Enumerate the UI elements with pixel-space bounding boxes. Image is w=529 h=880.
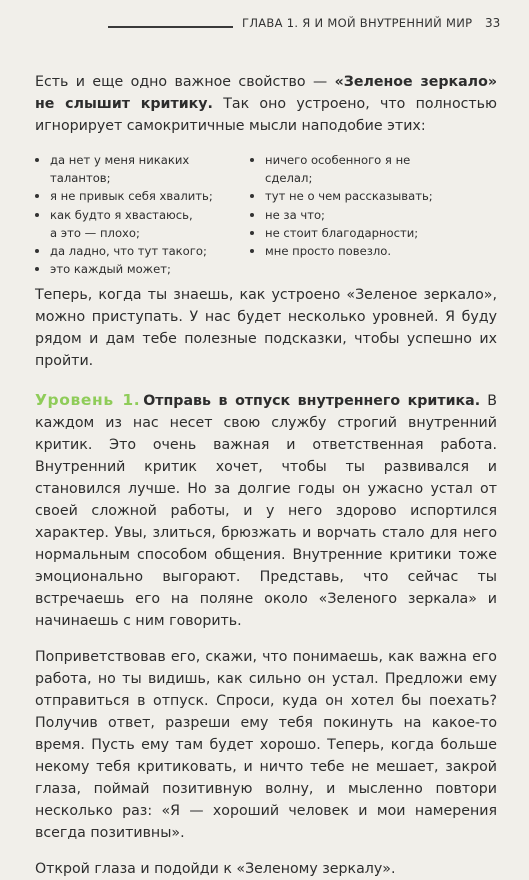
list-item: да нет у меня никаких — [33, 151, 233, 169]
paragraph-greeting: Поприветствовав его, скажи, что понимаешь, как важна его работа, но ты видишь, как сильно он устал. Предложи ему отправиться в отпуск. Спроси, куда он хотел бы поехать? Получив ответ, разреши ему тебя покинуть на какое-то время. Пусть ему там будет хорошо. Теперь, когда больше некому тебя критиковать, и ничто тебе не мешает, закрой глаза, поймай позитивную волну, и мысленно повтори несколько раз: «Я — хороший человек и мои намерения всегда позитивны». — [35, 649, 497, 841]
right-bullet-list — [248, 151, 468, 260]
list-item-continuation: а это — плохо; — [50, 225, 140, 240]
intro-text-before: Есть и еще одно важное свойство — — [35, 74, 335, 90]
running-header — [0, 0, 529, 40]
list-item: я не привык себя хвалить; — [33, 187, 233, 205]
list-item: не за что; — [248, 206, 468, 224]
paragraph-closing: Открой глаза и подойди к «Зеленому зеркалу». — [35, 861, 396, 877]
chapter-title: ГЛАВА 1. Я И МОЙ ВНУТРЕННИЙ МИР — [242, 16, 473, 30]
left-bullet-list — [33, 151, 233, 278]
list-item: мне просто повезло. — [248, 242, 468, 260]
list-item: не стоит благодарности; — [248, 224, 468, 242]
list-item-continuation: талантов; — [50, 171, 111, 186]
list-item: да ладно, что тут такого; — [33, 242, 233, 260]
list-item: как будто я хвастаюсь, — [33, 206, 233, 224]
page-number: 33 — [485, 16, 501, 30]
list-item: это каждый может; — [33, 260, 233, 278]
paragraph-levels-intro: Теперь, когда ты знаешь, как устроено «Зеленое зеркало», можно приступать. У нас будет несколько уровней. Я буду рядом и дам тебе полезные подсказки, чтобы успешно их пройти. — [35, 287, 497, 369]
self-criticism-lists — [33, 151, 497, 277]
list-item: ничего особенного я не — [248, 151, 468, 169]
intro-text-after: Так оно устроено, что полностью игнорирует самокритичные мысли наподобие этих: — [35, 96, 497, 134]
list-item: тут не о чем рассказывать; — [248, 187, 468, 205]
level-1-paragraph — [35, 389, 497, 632]
level-body: В каждом из нас несет свою службу строгий внутренний критик. Это очень важная и ответственная работа. Внутренний критик хочет, чтобы ты развивался и становился лучше. Но за долгие годы он ужасно устал от своей сложной работы, и у него здорово испортился характер. Увы, злиться, брюзжать и ворчать стало для него нормальным способом общения. Внутренние критики тоже эмоционально выгорают. Представь, что сейчас ты встречаешь его на поляне около «Зеленого зеркала» и начинаешь с ним говорить. — [35, 393, 497, 629]
intro-bold-phrase: «Зеленое зеркало» не слышит критику. — [35, 74, 497, 112]
page-body — [35, 71, 497, 880]
level-heading: Отправь в отпуск внутреннего критика. — [143, 393, 481, 409]
list-item-continuation: сделал; — [265, 171, 313, 186]
level-label: Уровень 1. — [35, 391, 141, 409]
intro-paragraph — [35, 71, 497, 137]
header-rule — [108, 26, 233, 28]
